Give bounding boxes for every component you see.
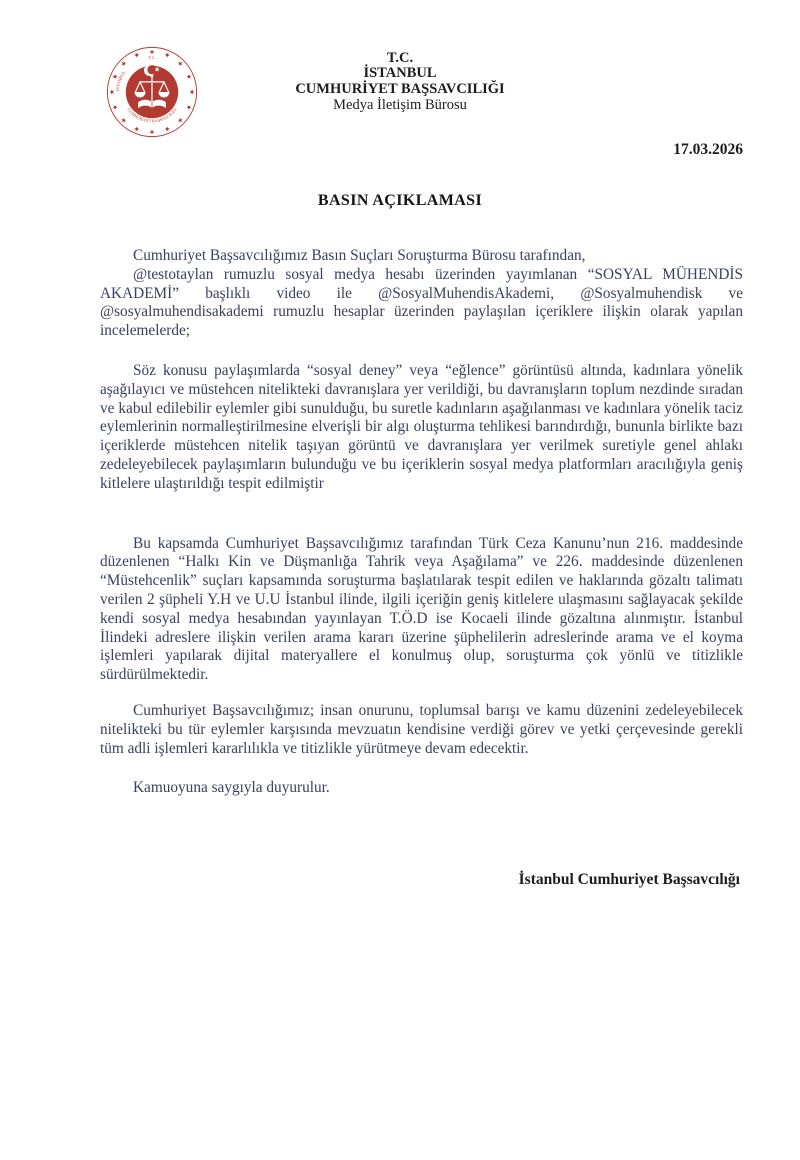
paragraph-findings: Söz konusu paylaşımlarda “sosyal deney” veya “eğlence” görüntüsü altında, kadınlara yönelik aşağılayıcı ve müstehcen nitelikteki davranışlara yer verildiği, bu davranışların toplum nezdinde sıradan ve kabul edilebilir eylemler gibi sunulduğu, bu suretle kadınların aşağılanması ve kadınlara yönelik taciz eylemlerinin normalleştirilmesine elverişli bir algı oluşturma tehlikesi barındırdığı, bununla birlikte bazı içeriklerde müstehcen nitelik taşıyan görüntü ve davranışlara yer verilmek suretiyle genel ahlakı zedeleyebilecek paylaşımların bulunduğu ve bu içeriklerin sosyal medya platformları aracılığıyla geniş kitlelere ulaştırıldığı tespit edilmiştir xyxy=(100,361,743,492)
document-date: 17.03.2026 xyxy=(673,141,743,158)
seal-ring-text-left: İSTANBUL xyxy=(114,69,127,92)
seal-ring-text-bottom: CUMHURİYET BAŞSAVCILIĞI xyxy=(126,107,178,124)
document-title: BASIN AÇIKLAMASI xyxy=(317,192,483,209)
signature: İstanbul Cumhuriyet Başsavcılığı xyxy=(518,871,740,888)
document-body xyxy=(100,247,743,798)
letterhead xyxy=(0,51,800,113)
paragraph-closing: Kamuoyuna saygıyla duyurulur. xyxy=(133,779,330,797)
letterhead-tc: T.C. xyxy=(386,50,414,66)
letterhead-office: CUMHURİYET BAŞSAVCILIĞI xyxy=(295,80,505,97)
paragraph-commitment: Cumhuriyet Başsavcılığımız; insan onurunu, toplumsal barışı ve kamu düzenini zedeleyebilecek nitelikteki bu tür eylemler karşısında mevzuatın kendisine verdiği görev ve yetki çerçevesinde gerekli tüm adli işlemleri kararlılıkla ve titizlikle yürütmeye devam edecektir. xyxy=(100,701,743,757)
letterhead-city: İSTANBUL xyxy=(363,65,437,82)
paragraph-investigation: Bu kapsamda Cumhuriyet Başsavcılığımız tarafından Türk Ceza Kanunu’nun 216. maddesinde düzenlenen “Halkı Kin ve Düşmanlığa Tahrik veya Aşağılama” ve 226. maddesinde düzenlenen “Müstehcenlik” suçları kapsamında soruşturma başlatılarak tespit edilen ve haklarında gözaltı talimatı verilen 2 şüpheli Y.H ve U.U İstanbul ilinde, ilgili içeriğin geniş kitlelere ulaşmasını sağlayacak şekilde kendi sosyal medya hesabından yayınlayan T.Ö.D ise Kocaeli ilinde gözaltına alınmıştır. İstanbul İlindeki adreslere ilişkin verilen arama kararı üzerine şüphelilerin adreslerinde arama ve el koyma işlemleri yapılarak dijital materyallere el konulmuş olup, soruşturma çok yönlü ve titizlikle sürdürülmektedir. xyxy=(100,534,743,684)
paragraph-intro: Cumhuriyet Başsavcılığımız Basın Suçları Soruşturma Bürosu tarafından, xyxy=(133,247,586,264)
letterhead-bureau: Medya İletişim Bürosu xyxy=(333,97,467,114)
paragraph-accounts: @testotaylan rumuzlu sosyal medya hesabı üzerinden yayımlanan “SOSYAL MÜHENDİS AKADEMİ” başlıklı video ile @SosyalMuhendisAkademi, @Sosyalmuhendisk ve @sosyalmuhendisakademi rumuzlu hesaplar üzerinden paylaşılan içeriklere ilişkin olarak yapılan incelemelerde; xyxy=(100,265,743,340)
seal-ring-text-top: T.C. xyxy=(148,54,156,61)
